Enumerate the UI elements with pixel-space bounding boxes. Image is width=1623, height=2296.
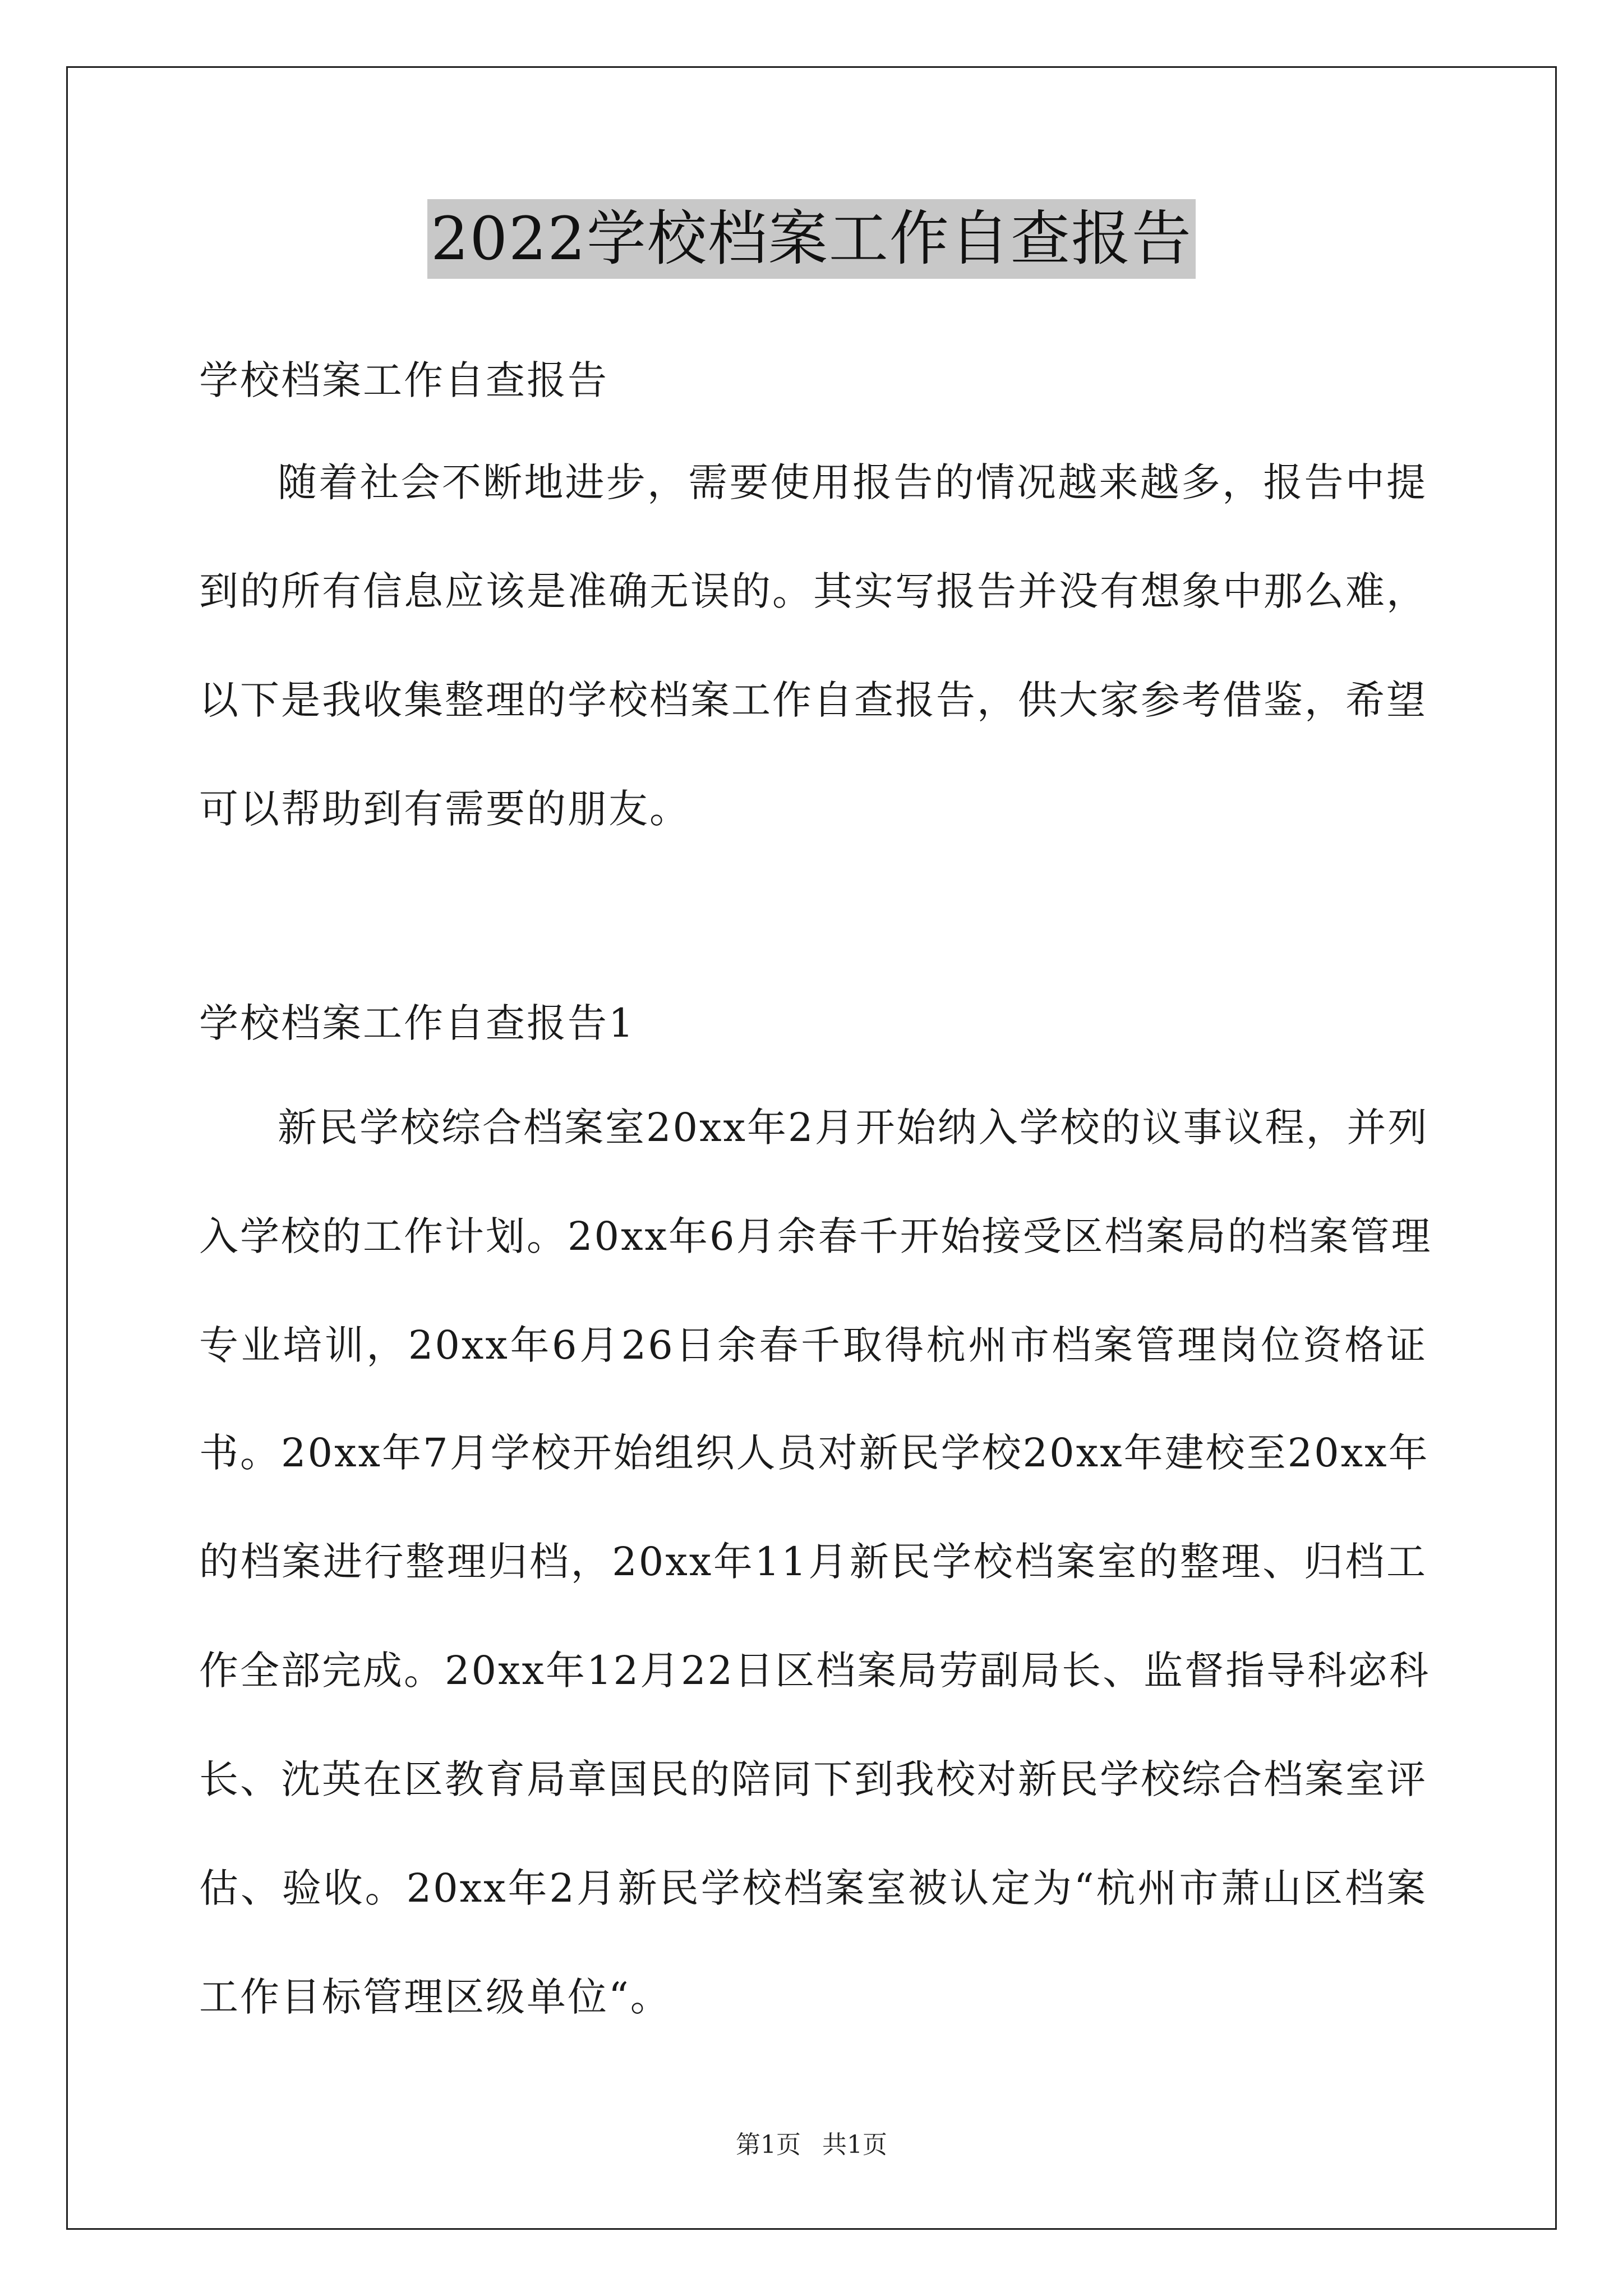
page-number-total: 共1页 (822, 2131, 887, 2159)
paragraph-line: 入学校的工作计划。20xx年6月余春千开始接受区档案局的档案管理 (199, 1213, 1432, 1259)
paragraph-line: 新民学校综合档案室20xx年2月开始纳入学校的议事议程，并列 (278, 1105, 1429, 1151)
paragraph-line: 到的所有信息应该是准确无误的。其实写报告并没有想象中那么难， (199, 568, 1427, 614)
page-footer (0, 2128, 1623, 2162)
section-heading: 学校档案工作自查报告1 (199, 1000, 635, 1046)
paragraph-line: 的档案进行整理归档，20xx年11月新民学校档案室的整理、归档工 (199, 1539, 1427, 1585)
paragraph-line: 估、验收。20xx年2月新民学校档案室被认定为“杭州市萧山区档案 (199, 1865, 1427, 1911)
paragraph-line: 以下是我收集整理的学校档案工作自查报告，供大家参考借鉴，希望 (199, 677, 1427, 723)
title-container (0, 199, 1623, 279)
page-number-current: 第1页 (736, 2131, 801, 2159)
intro-heading: 学校档案工作自查报告 (199, 357, 608, 403)
paragraph-line: 长、沈英在区教育局章国民的陪同下到我校对新民学校综合档案室评 (199, 1756, 1427, 1802)
document-title: 2022学校档案工作自查报告 (427, 199, 1196, 279)
paragraph-line: 可以帮助到有需要的朋友。 (199, 786, 690, 832)
paragraph-line: 书。20xx年7月学校开始组织人员对新民学校20xx年建校至20xx年 (199, 1430, 1430, 1476)
paragraph-line: 随着社会不断地进步，需要使用报告的情况越来越多，报告中提 (278, 459, 1427, 505)
paragraph-line: 作全部完成。20xx年12月22日区档案局劳副局长、监督指导科宓科 (199, 1648, 1431, 1694)
paragraph-line: 专业培训，20xx年6月26日余春千取得杭州市档案管理岗位资格证 (199, 1322, 1427, 1368)
paragraph-line: 工作目标管理区级单位“。 (199, 1974, 671, 2020)
